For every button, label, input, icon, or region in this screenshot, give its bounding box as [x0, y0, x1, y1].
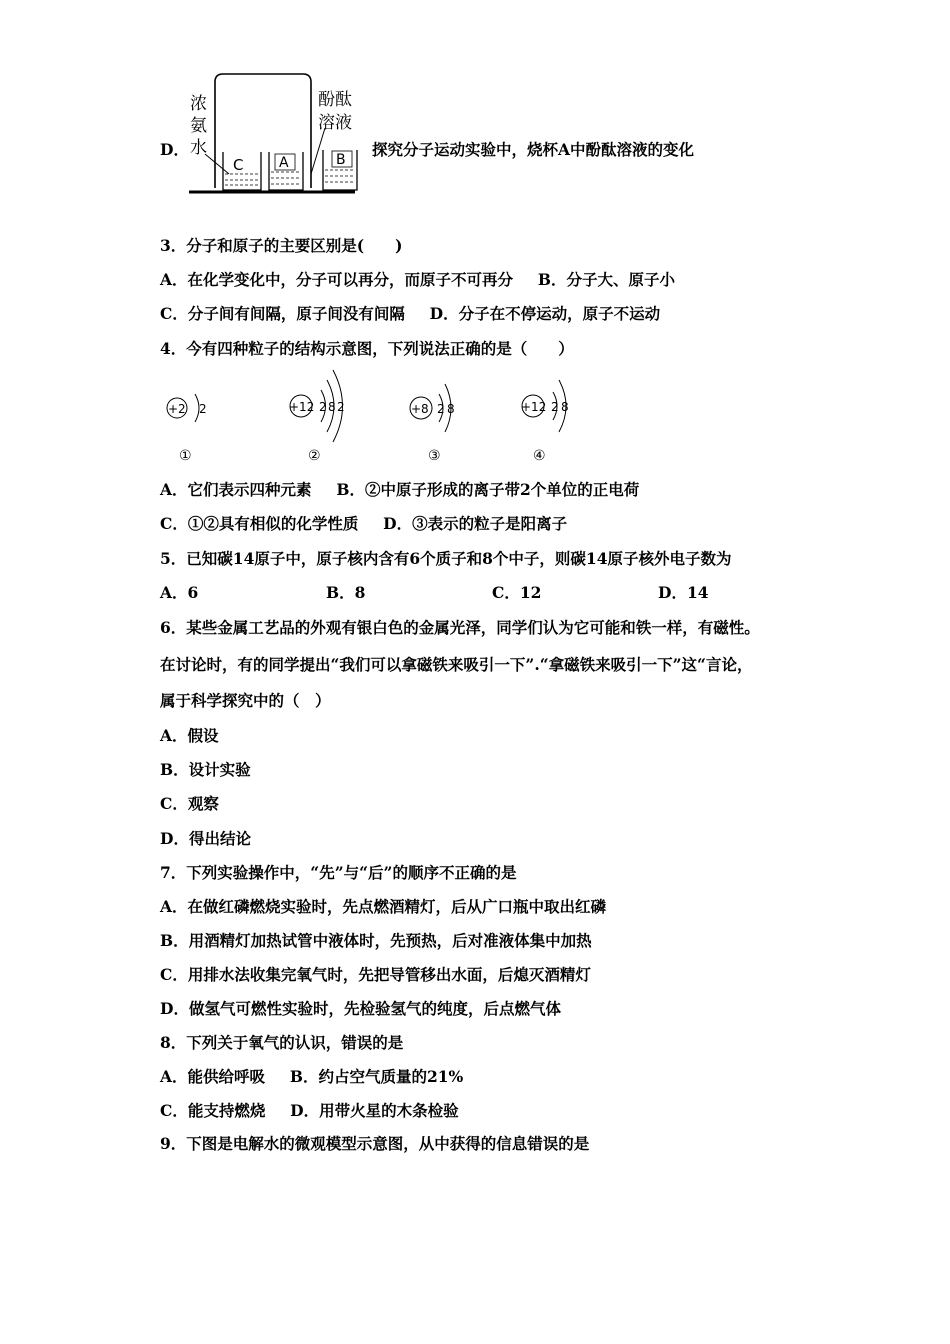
q4-options-cd: [160, 514, 567, 534]
q6-stem-line-1: 6．某些金属工艺品的外观有银白色的金属光泽，同学们认为它可能和铁一样，有磁性。: [160, 618, 760, 637]
q4-option-b: B．②中原子形成的离子带2个单位的正电荷: [336, 480, 640, 499]
q9-stem: 9．下图是电解水的微观模型示意图，从中获得的信息错误的是: [160, 1134, 590, 1153]
diagram-3-nucleus: +8: [411, 402, 429, 416]
q3-option-d: D．分子在不停运动，原子不运动: [429, 304, 661, 323]
beaker-c-label: C: [233, 156, 244, 174]
q4-option-d: D．③表示的粒子是阳离子: [383, 514, 568, 533]
diagram-4-shell-2: 8: [561, 400, 569, 414]
diagram-3-label: ③: [428, 448, 441, 464]
q8-option-d: D．用带火星的木条检验: [290, 1101, 459, 1120]
q6-option-b: B．设计实验: [160, 760, 251, 779]
q5-option-c: C．12: [492, 583, 542, 602]
diagram-3-shell-2: 8: [447, 402, 455, 416]
label-concentrated-ammonia-1: 浓: [190, 94, 207, 114]
q7-option-c: C．用排水法收集完氧气时，先把导管移出水面，后熄灭酒精灯: [160, 965, 591, 984]
diagram-4-shell-1: 2: [551, 400, 559, 414]
q8-options-cd: [160, 1101, 459, 1121]
atomic-structure-diagrams: [155, 366, 595, 470]
q7-stem: 7．下列实验操作中，“先”与“后”的顺序不正确的是: [160, 863, 517, 882]
q8-stem: 8．下列关于氧气的认识，错误的是: [160, 1033, 404, 1052]
label-phenolphthalein-1: 酚酞: [318, 90, 352, 110]
q2-option-d-label: D．: [160, 140, 189, 159]
q3-option-a: A．在化学变化中，分子可以再分，而原子不可再分: [160, 270, 514, 289]
q2-option-d-text: 探究分子运动实验中，烧杯A中酚酞溶液的变化: [372, 140, 695, 159]
q5-option-d: D．14: [658, 583, 709, 602]
diagram-2-shell-1: 2: [319, 400, 327, 414]
q5-option-b: B．8: [326, 583, 366, 602]
q3-option-b: B．分子大、原子小: [537, 270, 675, 289]
q3-option-c: C．分子间有间隔，原子间没有间隔: [160, 304, 405, 323]
q5-stem: 5．已知碳14原子中，原子核内含有6个质子和8个中子，则碳14原子核外电子数为: [160, 549, 732, 568]
diagram-4-nucleus: +12: [521, 400, 547, 414]
molecule-motion-apparatus: [185, 70, 375, 200]
diagram-2-shell-2: 8: [328, 400, 336, 414]
diagram-1-label: ①: [179, 448, 192, 464]
q4-option-c: C．①②具有相似的化学性质: [160, 514, 359, 533]
q8-options-ab: [160, 1067, 463, 1087]
q4-options-ab: [160, 480, 639, 500]
q8-option-c: C．能支持燃烧: [160, 1101, 266, 1120]
label-concentrated-ammonia-2: 氨: [190, 116, 207, 136]
diagram-4-label: ④: [533, 448, 546, 464]
q7-option-d: D．做氢气可燃性实验时，先检验氢气的纯度，后点燃气体: [160, 999, 561, 1018]
q6-option-d: D．得出结论: [160, 829, 251, 848]
diagram-1-shell-1: 2: [199, 402, 207, 416]
q6-option-c: C．观察: [160, 794, 219, 813]
diagram-2-shell-3: 2: [337, 400, 345, 414]
q6-option-a: A．假设: [160, 726, 219, 745]
diagram-1-nucleus: +2: [168, 402, 186, 416]
q3-options-cd: [160, 304, 660, 324]
q6-stem-line-2: 在讨论时，有的同学提出“我们可以拿磁铁来吸引一下”.“拿磁铁来吸引一下”这“言论，: [160, 655, 753, 674]
q6-stem-line-3: 属于科学探究中的（ ）: [160, 691, 331, 710]
diagram-2-nucleus: +12: [289, 400, 315, 414]
q3-options-ab: [160, 270, 675, 290]
q3-stem: 3．分子和原子的主要区别是( ): [160, 236, 403, 255]
diagram-3-shell-1: 2: [437, 402, 445, 416]
beaker-a-label: A: [279, 155, 289, 171]
q7-option-a: A．在做红磷燃烧实验时，先点燃酒精灯，后从广口瓶中取出红磷: [160, 897, 607, 916]
label-phenolphthalein-2: 溶液: [318, 113, 352, 133]
q7-option-b: B．用酒精灯加热试管中液体时，先预热，后对准液体集中加热: [160, 931, 592, 950]
label-concentrated-ammonia-3: 水: [190, 138, 207, 158]
beaker-b-label: B: [336, 152, 346, 168]
q4-option-a: A．它们表示四种元素: [160, 480, 312, 499]
q5-option-a: A．6: [160, 583, 199, 602]
q8-option-a: A．能供给呼吸: [160, 1067, 266, 1086]
q8-option-b: B．约占空气质量的21%: [289, 1067, 464, 1086]
q4-stem: 4．今有四种粒子的结构示意图，下列说法正确的是（ ）: [160, 339, 574, 358]
diagram-2-label: ②: [308, 448, 321, 464]
